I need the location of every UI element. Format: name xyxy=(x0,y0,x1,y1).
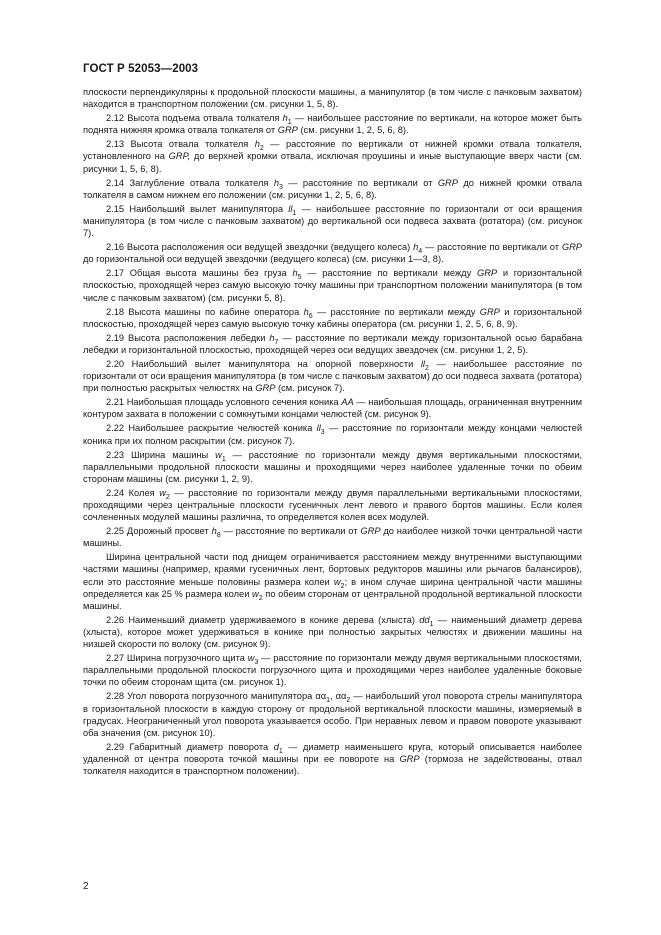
subscript: 5 xyxy=(297,274,302,282)
symbol: GRP xyxy=(399,753,420,764)
page-number: 2 xyxy=(83,881,89,892)
subscript: 1 xyxy=(287,119,292,127)
subscript: 1 xyxy=(292,209,297,217)
paragraph: 2.22 Наибольшее раскрытие челюстей коника $ll_3$ — расстояние по горизонтали между концами челюстей коника при их полном раскрытии (см. рисунок 7). xyxy=(83,423,583,446)
symbol: ll xyxy=(420,358,425,369)
paragraph: 2.18 Высота машины по кабине оператора $h_6$ — расстояние по вертикали между GRP и горизонтальной плоскостью, проходящей через самую высокую точку кабины оператора (см. рисунки 1, 2, 5, 6, 8, 9). xyxy=(83,306,582,329)
subscript: 2 xyxy=(346,697,351,705)
subscript: 7 xyxy=(274,338,279,346)
symbol: ll xyxy=(288,203,293,214)
paragraph: 2.24 Колея $w_2$ — расстояние по горизонтали между двумя параллельными вертикальными плоскостями, проходящими через центральные плоскости гусеничных лент левого и правого бортов машины. Если колея сочлененных модулей машины различна, то определяется колея всех модулей. xyxy=(83,487,582,523)
document-header: ГОСТ Р 52053—2003 xyxy=(83,63,199,75)
symbol: GRP xyxy=(479,306,500,317)
subscript: 1 xyxy=(429,620,434,628)
symbol: AA xyxy=(341,397,354,408)
paragraph: 2.12 Высота подъема отвала толкателя $h_1$ — наибольшее расстояние по вертикали, на которое может быть поднята нижняя кромка отвала толкателя от GRP (см. рисунки 1, 2, 5, 6, 8). xyxy=(83,113,582,136)
symbol: h xyxy=(254,139,260,150)
symbol: GRP xyxy=(561,242,583,253)
subscript: 8 xyxy=(216,532,221,540)
symbol: h xyxy=(282,113,288,124)
symbol: w xyxy=(247,653,255,664)
paragraph: 2.28 Угол поворота погрузочного манипулятора $\alpha\alpha_1$, $\alpha\alpha_2$ — наибольший угол поворота стрелы манипулятора в горизонтальной плоскости в каждую сторону от продольной вертикальной плоскости машины, измеряемый в градусах. Неограниченный угол поворота указывается особо. При неравных левом и правом повороте указывают оба значения (см. рисунок 10). xyxy=(83,691,582,738)
symbol: GRP xyxy=(360,526,381,537)
symbol: GRP xyxy=(437,177,458,188)
subscript: 3 xyxy=(320,429,325,437)
subscript: 3 xyxy=(278,183,283,191)
subscript: 2 xyxy=(258,594,263,602)
paragraph: 2.16 Высота расположения оси ведущей звездочки (ведущего колеса) $h_4$ — расстояние по вертикали от GRP до горизонтальной оси ведущей звездочки (ведущего колеса) (см. рисунки 1—3, 8). xyxy=(83,242,583,265)
subscript: 6 xyxy=(308,312,313,320)
paragraph: 2.29 Габаритный диаметр поворота $d_1$ — диаметр наименьшего круга, который описывается наиболее удаленной от центра поворота точкой машины при ее повороте на GRP (тормоза не задействованы, отвал толкателя находится в транспортном положении). xyxy=(83,741,582,776)
symbol: h xyxy=(292,268,298,279)
paragraph: 2.25 Дорожный просвет $h_8$ — расстояние по вертикали от GRP до наиболее низкой точки центральной части машины. xyxy=(83,526,583,549)
subscript: 3 xyxy=(254,658,259,666)
paragraph: 2.13 Высота отвала толкателя $h_2$ — расстояние по вертикали от нижней кромки отвала толкателя, установленного на GRP, до верхней кромки отвала, исключая проушины и иные выступающие вверх части (см. рисунки 1, 5, 6, 8). xyxy=(83,139,582,174)
symbol: ll xyxy=(316,423,321,434)
paragraph: 2.20 Наибольший вылет манипулятора на опорной поверхности $ll_2$ — наибольшее расстояние по горизонтали от оси вращения манипулятора (в том числе с пачковым захватом) до оси подвеса захвата (ротатора) при полностью раскрытых челюстях на GRP (см. рисунок 7). xyxy=(83,358,582,394)
symbol: d xyxy=(273,741,279,752)
subscript: 4 xyxy=(418,247,423,255)
symbol: w xyxy=(215,449,222,460)
subscript: 2 xyxy=(259,145,264,153)
symbol: w xyxy=(252,588,259,599)
subscript: 2 xyxy=(340,582,345,590)
symbol: h xyxy=(269,332,275,343)
subscript: 2 xyxy=(165,493,170,501)
subscript: 1 xyxy=(278,747,283,755)
paragraph: 2.14 Заглубление отвала толкателя $h_3$ — расстояние по вертикали от GRP до нижней кромки отвала толкателя в самом нижнем его положении (см. рисунки 1, 2, 5, 6, 8). xyxy=(83,177,582,200)
symbol: dd xyxy=(419,614,430,625)
paragraph: Ширина центральной части под днищем ограничивается расстоянием между внутренними выступающими частями машины (например, краями гусеничных лент, бортовых редукторов машины или рычагов балансиров), если это расстояние меньше половины размера колеи $w_2$; в ином случае ширина центральной части машины определяется как 25 % размера колеи $w_2$ по обеим сторонам от центральной продольной вертикальной плоскости машины. xyxy=(83,552,582,611)
paragraph: 2.15 Наибольший вылет манипулятора $ll_1$ — наибольшее расстояние по горизонтали от оси вращения манипулятора (в том числе с пачковым захватом) до вертикальной оси подвеса захвата (ротатора) (см. рисунок 7). xyxy=(83,203,582,239)
paragraph: 2.23 Ширина машины $w_1$ — расстояние по горизонтали между двумя вертикальными плоскостями, параллельными продольной плоскости машины и проходящими через наиболее удаленные точки по обеим сторонам машины (см. рисунки 1, 2, 9). xyxy=(83,449,582,484)
document-body xyxy=(83,86,582,777)
symbol: w xyxy=(333,576,341,587)
paragraph: плоскости перпендикулярны к продольной плоскости машины, а манипулятор (в том числе с пачковым захватом) находится в транспортном положении (см. рисунки 1, 5, 8). xyxy=(83,87,582,110)
symbol: GRP xyxy=(277,125,298,136)
subscript: 1 xyxy=(221,455,226,463)
symbol: GRP xyxy=(476,268,498,279)
paragraph: 2.19 Высота расположения лебедки $h_7$ — расстояние по вертикали между горизонтальной осью барабана лебедки и горизонтальной плоскостью, проходящей через оси ведущих звездочек (см. рисунки 1, 2, 5). xyxy=(83,332,582,355)
subscript: 1 xyxy=(326,697,330,705)
symbol: h xyxy=(413,242,419,253)
symbol: h xyxy=(211,526,217,537)
paragraph: 2.17 Общая высота машины без груза $h_5$ — расстояние по вертикали между GRP и горизонтальной плоскостью, проходящей через самую высокую точку машины при транспортном положении манипулятора (в том числе с пачковым захватом) (см. рисунки 5, 8). xyxy=(83,268,583,303)
paragraph: 2.21 Наибольшая площадь условного сечения коника AA — наибольшая площадь, ограниченная внутренним контуром захвата в положении с сомкнутыми концами челюстей (см. рисунок 9). xyxy=(83,397,582,420)
symbol: GRP xyxy=(255,383,276,394)
paragraph: 2.27 Ширина погрузочного щита $w_3$ — расстояние по горизонтали между двумя вертикальными плоскостями, параллельными продольной плоскости погрузочного щита и проходящими через наиболее удаленные боковые точки по обеим сторонам щита (см. рисунок 1). xyxy=(83,653,582,688)
paragraph: 2.26 Наименьший диаметр удерживаемого в конике дерева (хлыста) $dd_1$ — наименьший диаметр дерева (хлыста), которое может удерживаться в конике при полностью закрытых челюстях и движении машины на низшей скорости по волоку (см. рисунок 9). xyxy=(83,614,582,650)
symbol: h xyxy=(273,177,279,188)
symbol: h xyxy=(303,306,309,317)
symbol: GRP, xyxy=(168,151,191,162)
subscript: 2 xyxy=(424,364,429,372)
symbol: w xyxy=(159,487,166,498)
